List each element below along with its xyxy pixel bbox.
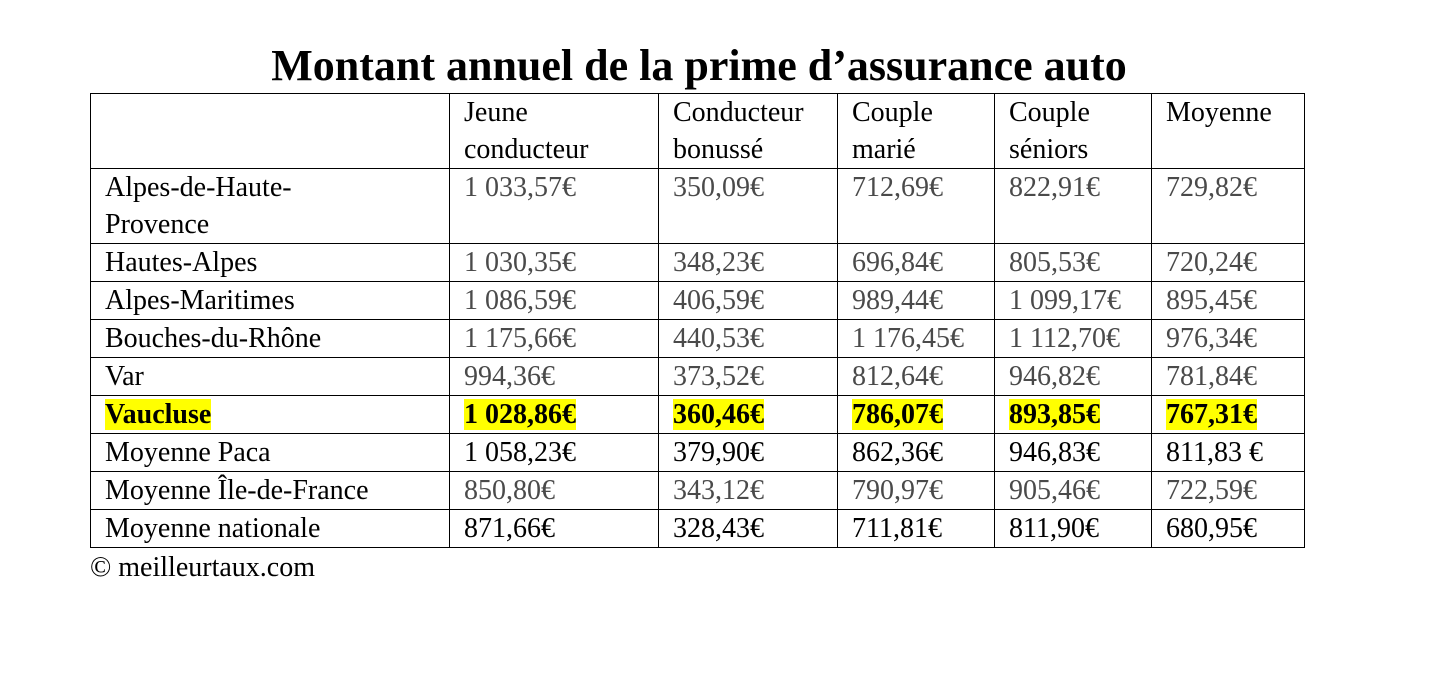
highlighted-text: 1 028,86€: [464, 399, 576, 430]
table-cell: 811,90€: [995, 510, 1152, 548]
highlighted-text: 360,46€: [673, 399, 764, 430]
table-cell: 790,97€: [838, 472, 995, 510]
header-cell-couple-seniors: [995, 94, 1152, 169]
table-row: [91, 472, 1305, 510]
insurance-premium-table: [90, 93, 1305, 548]
row-label-line: Provence: [105, 209, 210, 240]
row-label: Moyenne nationale: [91, 510, 450, 548]
table-cell: 976,34€: [1152, 320, 1305, 358]
table-row: [91, 320, 1305, 358]
table-cell: 722,59€: [1152, 472, 1305, 510]
table-cell: 994,36€: [450, 358, 659, 396]
header-line: marié: [852, 134, 916, 165]
row-label-line: Alpes-de-Haute-: [105, 172, 292, 203]
header-line: bonussé: [673, 134, 764, 165]
source-credit: © meilleurtaux.com: [90, 552, 315, 583]
table-cell: 440,53€: [659, 320, 838, 358]
header-cell-moyenne: [1152, 94, 1305, 169]
table-cell: 895,45€: [1152, 282, 1305, 320]
table-cell: [659, 396, 838, 434]
table-row: [91, 434, 1305, 472]
row-label: Moyenne Paca: [91, 434, 450, 472]
table-row: [91, 282, 1305, 320]
table-row-highlighted: [91, 396, 1305, 434]
header-cell-couple-marie: [838, 94, 995, 169]
table-cell: 1 086,59€: [450, 282, 659, 320]
table-cell: 812,64€: [838, 358, 995, 396]
row-label: Bouches-du-Rhône: [91, 320, 450, 358]
table-cell: 406,59€: [659, 282, 838, 320]
table-cell: 1 175,66€: [450, 320, 659, 358]
table-cell: 946,83€: [995, 434, 1152, 472]
table-cell: [838, 396, 995, 434]
highlighted-text: 893,85€: [1009, 399, 1100, 430]
header-line: Jeune: [464, 97, 528, 128]
table-cell: [450, 396, 659, 434]
header-line: Conducteur: [673, 97, 804, 128]
row-label: Moyenne Île-de-France: [91, 472, 450, 510]
table-cell: 1 176,45€: [838, 320, 995, 358]
header-cell-conducteur-bonusse: [659, 94, 838, 169]
table-cell: 862,36€: [838, 434, 995, 472]
table-cell: [1152, 396, 1305, 434]
table-cell: [995, 396, 1152, 434]
table-cell: 350,09€: [659, 169, 838, 244]
table-cell: 871,66€: [450, 510, 659, 548]
table-cell: 1 030,35€: [450, 244, 659, 282]
table-cell: 373,52€: [659, 358, 838, 396]
highlighted-text: Vaucluse: [105, 399, 212, 430]
row-label: [91, 169, 450, 244]
table-row: [91, 358, 1305, 396]
header-line: conducteur: [464, 134, 589, 165]
table-cell: 720,24€: [1152, 244, 1305, 282]
row-label: Hautes-Alpes: [91, 244, 450, 282]
table-cell: 711,81€: [838, 510, 995, 548]
row-label: [91, 396, 450, 434]
table-cell: 946,82€: [995, 358, 1152, 396]
table-cell: 1 033,57€: [450, 169, 659, 244]
table-cell: 343,12€: [659, 472, 838, 510]
table-cell: 1 112,70€: [995, 320, 1152, 358]
table-cell: 328,43€: [659, 510, 838, 548]
row-label: Var: [91, 358, 450, 396]
table-cell: 712,69€: [838, 169, 995, 244]
page-title: Montant annuel de la prime d’assurance auto: [271, 41, 1127, 90]
table-cell: 696,84€: [838, 244, 995, 282]
table-cell: 822,91€: [995, 169, 1152, 244]
table-header-row: [91, 94, 1305, 169]
table-cell: 379,90€: [659, 434, 838, 472]
header-line: séniors: [1009, 134, 1089, 165]
header-line: Moyenne: [1166, 97, 1272, 128]
table-cell: 680,95€: [1152, 510, 1305, 548]
table-cell: 989,44€: [838, 282, 995, 320]
row-label: Alpes-Maritimes: [91, 282, 450, 320]
table-cell: 1 058,23€: [450, 434, 659, 472]
table-row: [91, 244, 1305, 282]
header-line: Couple: [852, 97, 933, 128]
table-cell: 348,23€: [659, 244, 838, 282]
table-cell: 805,53€: [995, 244, 1152, 282]
table-cell: 811,83 €: [1152, 434, 1305, 472]
highlighted-text: 786,07€: [852, 399, 943, 430]
table-cell: 729,82€: [1152, 169, 1305, 244]
table-cell: 1 099,17€: [995, 282, 1152, 320]
table-cell: 781,84€: [1152, 358, 1305, 396]
header-cell-empty: [91, 94, 450, 169]
table-cell: 850,80€: [450, 472, 659, 510]
header-line: Couple: [1009, 97, 1090, 128]
table-row: [91, 169, 1305, 244]
highlighted-text: 767,31€: [1166, 399, 1257, 430]
table-cell: 905,46€: [995, 472, 1152, 510]
table-row: [91, 510, 1305, 548]
header-cell-jeune-conducteur: [450, 94, 659, 169]
